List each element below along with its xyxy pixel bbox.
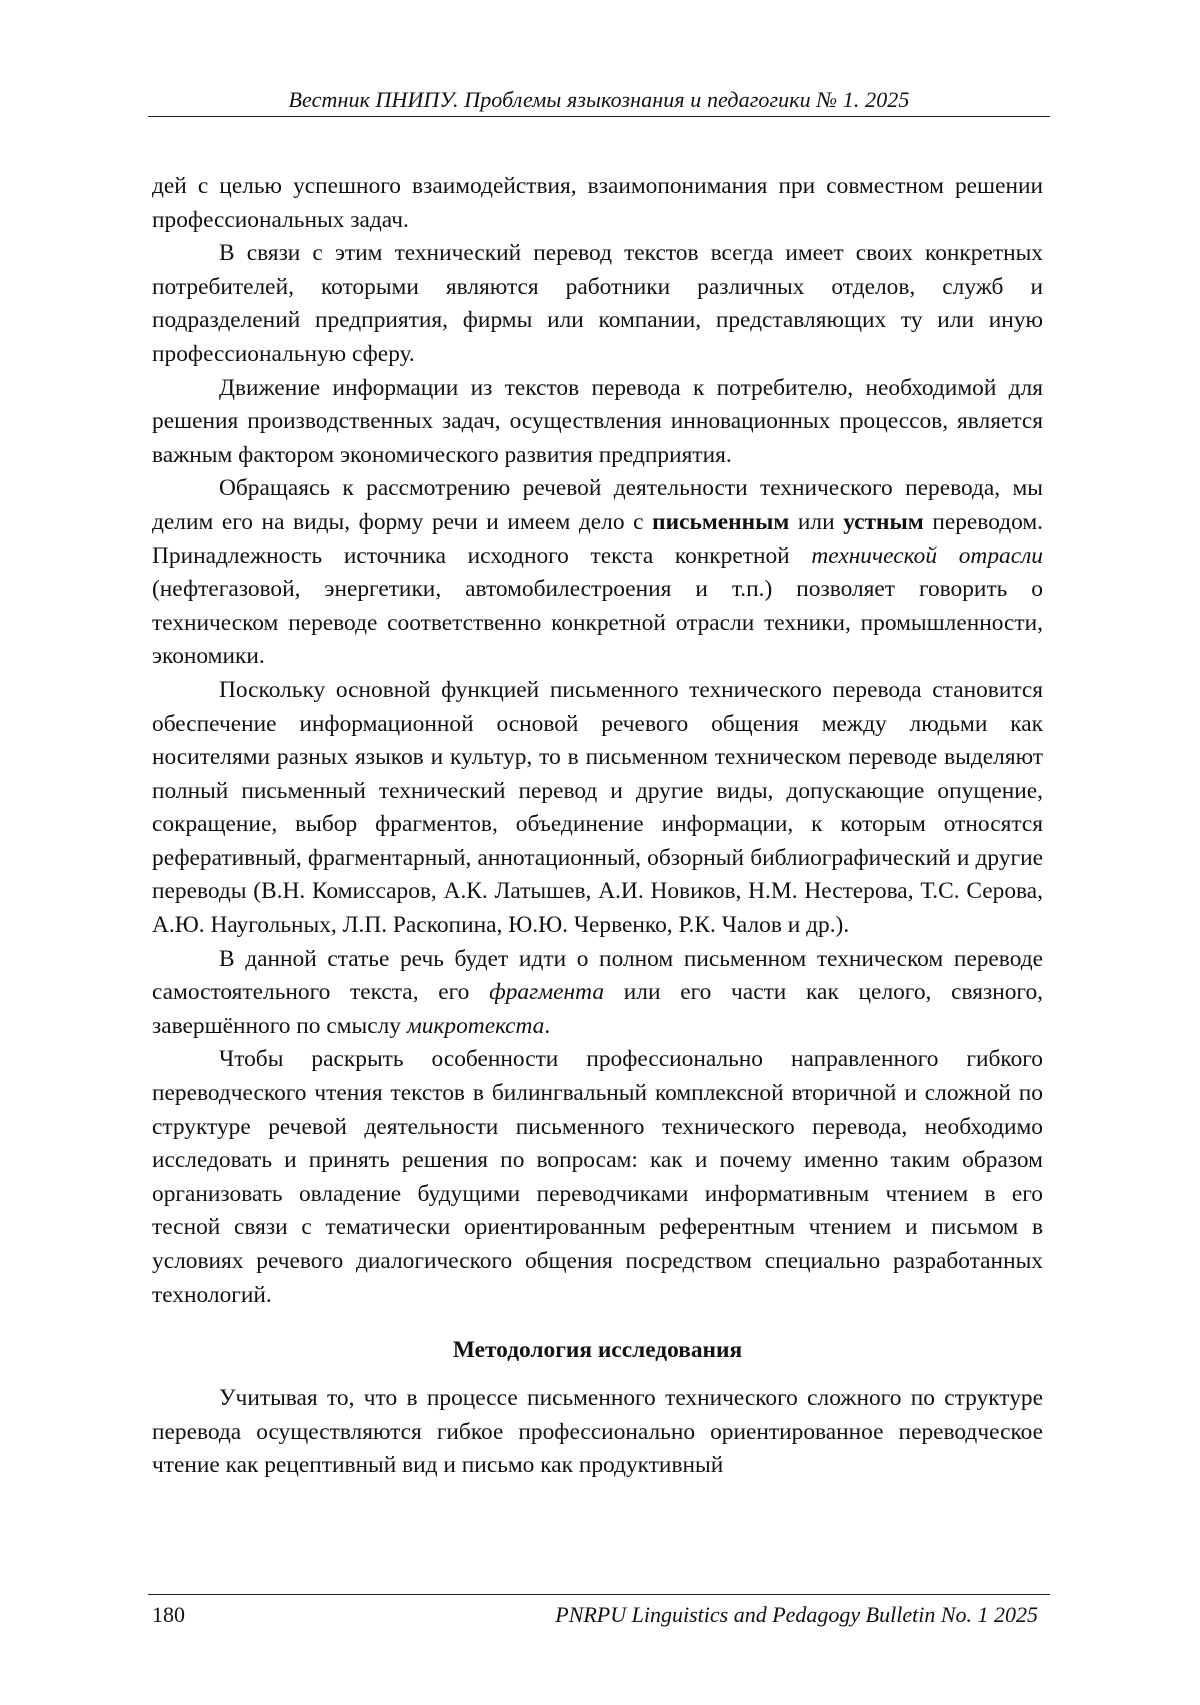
paragraph-1: дей с целью успешного взаимодействия, взаимопонимания при совместном решении профессиональных задач. <box>152 173 1043 233</box>
emphasis-technical-branch: технической отрасли <box>811 542 1043 569</box>
paragraph-4-text-1: Обращаясь к рассмотрению речевой деятельности технического перевода, мы делим его на виды, форму речи и имеем дело с <box>152 475 1043 535</box>
page-number: 180 <box>152 1602 185 1627</box>
emphasis-written: письменным <box>652 508 790 535</box>
paragraph-4-text-3: переводом. Принадлежность источника исходного текста конкретной <box>152 508 1044 569</box>
paragraph-2: В связи с этим технический перевод текстов всегда имеет своих конкретных потребителей, которыми являются работники различных отделов, служб и подразделений предприятия, фирмы или компании, представляющих ту или иную профессиональную сферу. <box>152 240 1043 367</box>
emphasis-microtext: микротекста <box>406 1012 545 1039</box>
paragraph-7: Чтобы раскрыть особенности профессионально направленного гибкого переводческого чтения текстов в билингвальный комплексной вторичной и сложной по структуре речевой деятельности письменного технического перевода, необходимо исследовать и принять решения по вопросам: как и почему именно таким образом организовать овладение будущими переводчиками информативным чтением в его тесной связи с тематически ориентированным референтным чтением и письмом в условиях речевого диалогического общения посредством специально разработанных технологий. <box>152 1046 1043 1308</box>
running-footer: PNRPU Linguistics and Pedagogy Bulletin No. 1 2025 <box>555 1602 1038 1627</box>
paragraph-6-text-2: или его части как целого, связного, завершённого по смыслу <box>152 979 1043 1039</box>
paragraph-4-text-4: (нефтегазовой, энергетики, автомобилестроения и т.п.) позволяет говорить о техническом переводе соответственно конкретной отрасли техники, промышленности, экономики. <box>152 576 1043 670</box>
section-heading: Методология исследования <box>452 1337 743 1364</box>
paragraph-6-text-3: . <box>544 1012 551 1039</box>
paragraph-6 <box>152 943 1043 1044</box>
paragraph-3: Движение информации из текстов перевода к потребителю, необходимой для решения производственных задач, осуществления инновационных процессов, является важным фактором экономического развития предприятия. <box>152 374 1043 468</box>
article-body <box>152 170 1043 1483</box>
footer-rule <box>148 1594 1050 1595</box>
paragraph-4-text-2: или <box>789 508 844 535</box>
running-header: Вестник ПНИПУ. Проблемы языкознания и педагогики № 1. 2025 <box>288 87 910 112</box>
paragraph-8: Учитывая то, что в процессе письменного технического сложного по структуре перевода осуществляются гибкое профессионально ориентированное переводческое чтение как рецептивный вид и письмо как продуктивный <box>152 1385 1043 1479</box>
paragraph-4 <box>152 472 1043 674</box>
emphasis-oral: устным <box>843 508 924 535</box>
paragraph-6-text-1: В данной статье речь будет идти о полном письменном техническом переводе самостоятельного текста, его <box>152 945 1043 1006</box>
paragraph-5: Поскольку основной функцией письменного технического перевода становится обеспечение информационной основой речевого общения между людьми как носителями разных языков и культур, то в письменном техническом переводе выделяют полный письменный технический перевод и другие виды, допускающие опущение, сокращение, выбор фрагментов, объединение информации, к которым относятся реферативный, фрагментарный, аннотационный, обзорный библиографический и другие переводы (В.Н. Комиссаров, А.К. Латышев, А.И. Новиков, Н.М. Нестерова, Т.С. Серова, А.Ю. Наугольных, Л.П. Раскопина, Ю.Ю. Червенко, Р.К. Чалов и др.). <box>152 676 1043 939</box>
emphasis-fragment: фрагмента <box>489 979 605 1006</box>
header-rule <box>148 116 1050 117</box>
